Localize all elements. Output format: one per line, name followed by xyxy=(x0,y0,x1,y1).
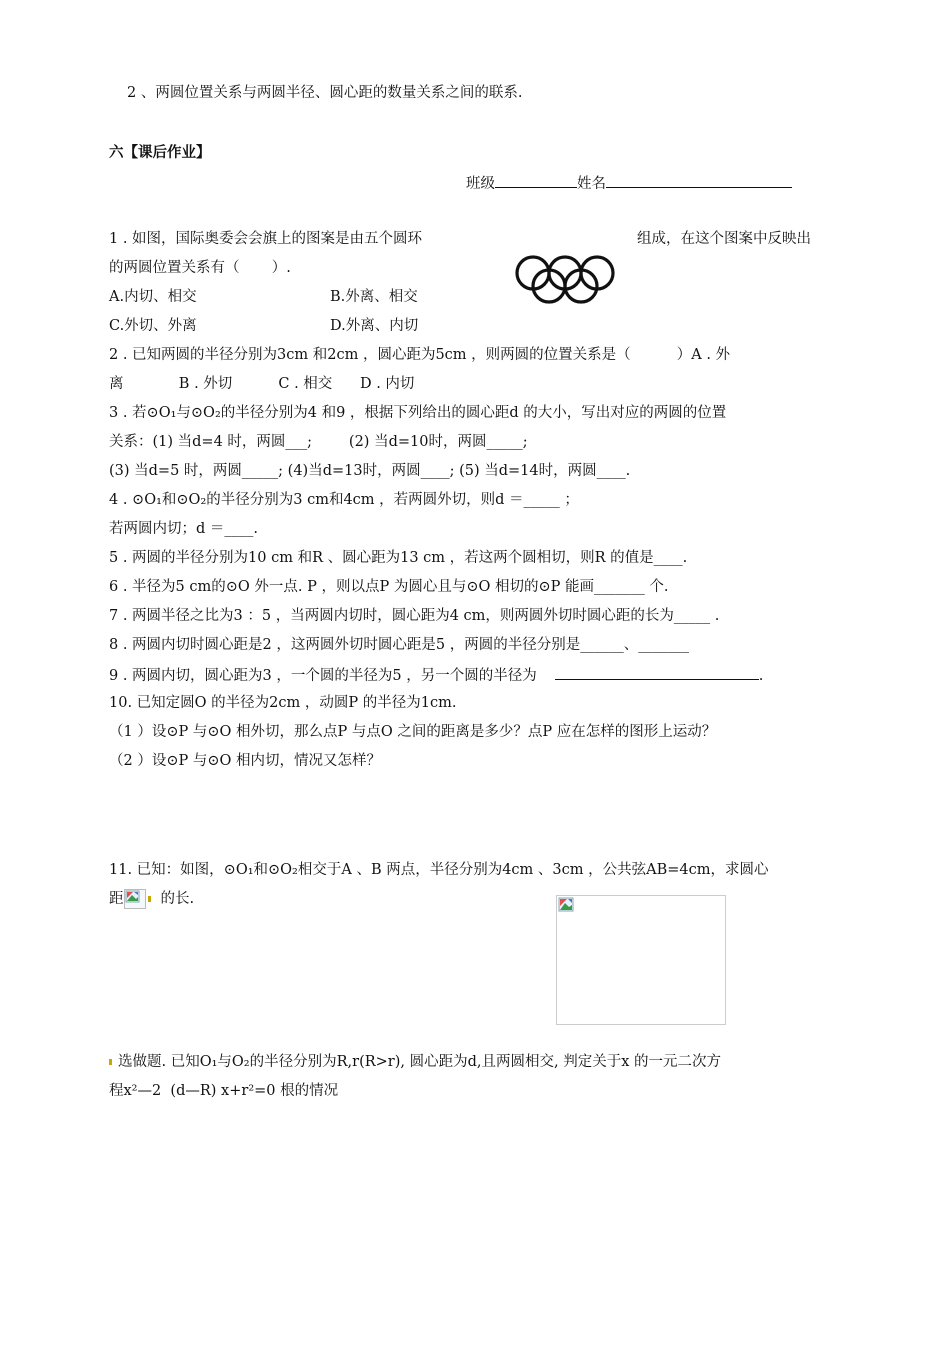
q1-line-b: 组成，在这个图案中反映出 xyxy=(637,231,811,247)
q1-line-c: 的两圆位置关系有（ ）. xyxy=(109,260,291,276)
q3-line-c: (3) 当d=5 时，两圆_____; (4)当d=13时，两圆____; (5) 当d=14时，两圆____. xyxy=(109,463,631,479)
broken-image-icon xyxy=(558,897,578,915)
olympic-rings-icon xyxy=(513,253,619,305)
q9-period: . xyxy=(758,668,764,684)
intro-line: 2 、两圆位置关系与两圆半径、圆心距的数量关系之间的联系. xyxy=(127,85,523,101)
q4-line-a: 4 . ⊙O₁和⊙O₂的半径分别为3 cm和4cm ，若两圆外切，则d ＝_____ ； xyxy=(109,492,579,508)
q9-text: 9 . 两圆内切，圆心距为3 ，一个圆的半径为5 ，另一个圆的半径为 xyxy=(109,668,537,684)
q3-line-b: 关系：(1) 当d=4 时，两圆___; (2) 当d=10时，两圆_____; xyxy=(109,434,528,450)
q10-line: 10. 已知定圆O 的半径为2cm ，动圆P 的半径为1cm. xyxy=(109,695,457,711)
q9-line xyxy=(109,664,763,686)
q12-text: 选做题. 已知O₁与O₂的半径分别为R,r(R>r), 圆心距为d,且两圆相交, 判定关于x 的一元二次方 xyxy=(118,1054,722,1070)
q5-line: 5 . 两圆的半径分别为10 cm 和R 、圆心距为13 cm ，若这两个圆相切，则R 的值是____. xyxy=(109,550,688,566)
q3-line-a: 3 . 若⊙O₁与⊙O₂的半径分别为4 和9 ，根据下列给出的圆心距d 的大小，写出对应的两圆的位置 xyxy=(109,405,727,421)
q2-line-b: 离 B . 外切 C . 相交 D . 内切 xyxy=(109,376,415,392)
q2-line-a: 2 . 已知两圆的半径分别为3cm 和2cm ，圆心距为5cm ，则两圆的位置关系是（ ）A . 外 xyxy=(109,347,731,363)
figure-placeholder xyxy=(556,895,726,1025)
q11-line-b xyxy=(109,889,194,909)
q7-line: 7 . 两圆半径之比为3 ：5 ，当两圆内切时，圆心距为4 cm，则两圆外切时圆心距的长为_____ . xyxy=(109,608,720,624)
class-label: 班级 xyxy=(466,176,495,192)
q12-line-a xyxy=(109,1052,721,1072)
anchor-mark xyxy=(148,896,151,902)
q6-line: 6 . 半径为5 cm的⊙O 外一点. P ，则以点P 为圆心且与⊙O 相切的⊙P 能画_______ 个. xyxy=(109,579,669,595)
q1-option-d: D.外离、内切 xyxy=(330,318,419,334)
name-blank xyxy=(606,172,792,188)
class-name-row xyxy=(466,172,792,194)
q1-line-a: 1 . 如图，国际奥委会会旗上的图案是由五个圆环 xyxy=(109,231,423,247)
q1-option-c: C.外切、外离 xyxy=(109,318,197,334)
q11-suffix: 的长. xyxy=(160,891,195,907)
q1-option-b: B.外离、相交 xyxy=(330,289,418,305)
anchor-mark xyxy=(109,1059,112,1065)
q1-option-a: A.内切、相交 xyxy=(109,289,197,305)
q10-part-1: （1 ）设⊙P 与⊙O 相外切，那么点P 与点O 之间的距离是多少？点P 应在怎样的图形上运动？ xyxy=(109,724,717,740)
q11-line-a: 11. 已知：如图，⊙O₁和⊙O₂相交于A 、B 两点，半径分别为4cm 、3cm ，公共弦AB=4cm，求圆心 xyxy=(109,862,769,878)
q8-line: 8 . 两圆内切时圆心距是2 ，这两圆外切时圆心距是5 ，两圆的半径分别是______、_______ xyxy=(109,637,689,653)
q10-part-2: （2 ）设⊙P 与⊙O 相内切，情况又怎样？ xyxy=(109,753,381,769)
class-blank xyxy=(495,172,577,188)
q11-prefix: 距 xyxy=(109,891,124,907)
broken-image-icon xyxy=(124,889,146,909)
name-label: 姓名 xyxy=(577,176,606,192)
section-title: 六【课后作业】 xyxy=(109,145,211,161)
q9-blank xyxy=(555,664,759,680)
q12-line-b: 程x²—2 (d—R) x+r²=0 根的情况 xyxy=(109,1083,339,1099)
q4-line-b: 若两圆内切；d ＝____. xyxy=(109,521,258,537)
